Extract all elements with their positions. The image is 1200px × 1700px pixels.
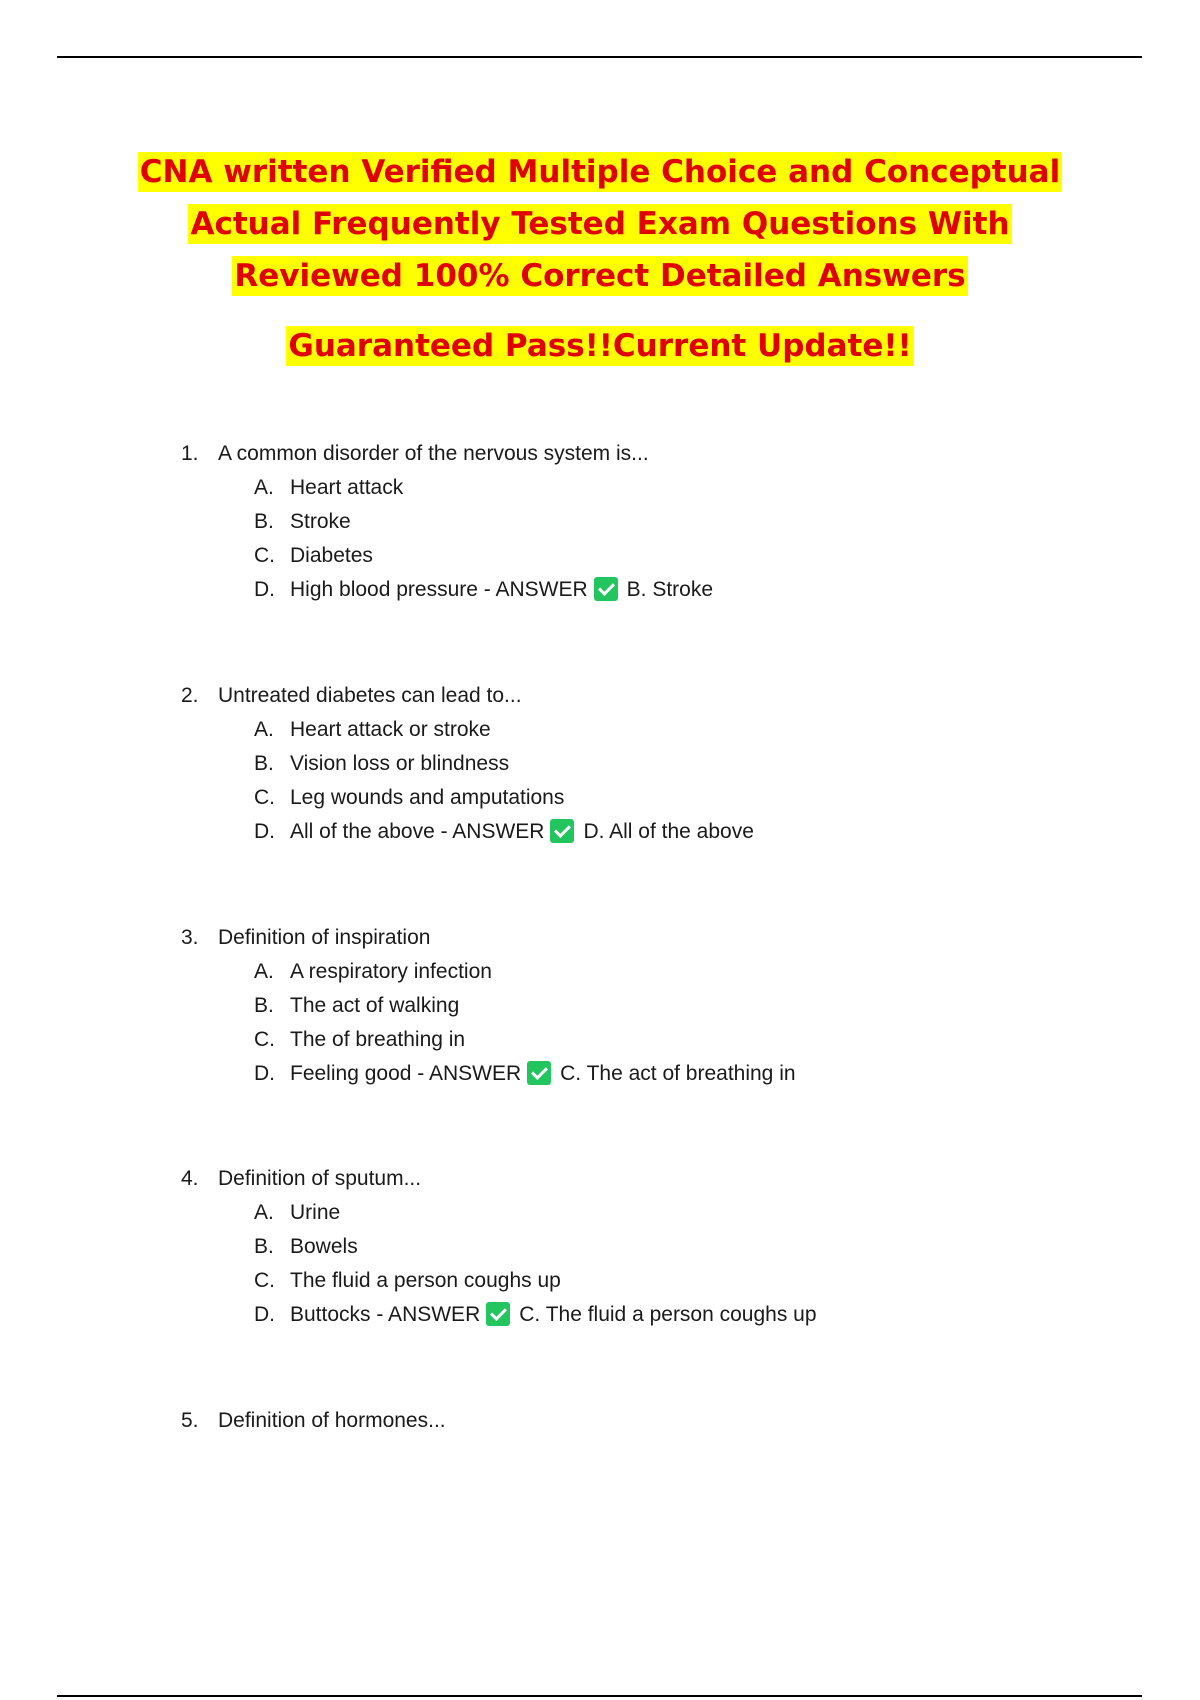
question-text: 1. A common disorder of the nervous system is... — [181, 437, 1081, 471]
answer-prefix: - ANSWER — [440, 820, 545, 843]
option-c: C. Diabetes — [254, 544, 373, 567]
check-mark-icon — [486, 1302, 510, 1326]
question-number: 4. — [181, 1167, 199, 1190]
question-text: 2. Untreated diabetes can lead to... — [181, 679, 1081, 713]
check-mark-icon — [594, 577, 618, 601]
bottom-rule — [57, 1695, 1142, 1697]
answer-text: B. Stroke — [626, 578, 714, 601]
title-line: Guaranteed Pass!!Current Update!! — [288, 328, 912, 364]
option-a: A. Heart attack — [254, 476, 404, 499]
option-b: B. The act of walking — [254, 994, 460, 1017]
option-b: B. Bowels — [254, 1235, 358, 1258]
document-title — [100, 146, 1100, 372]
question-4 — [181, 1162, 1081, 1404]
question-text: 4. Definition of sputum... — [181, 1162, 1081, 1196]
option-d-with-answer: D. Feeling good - ANSWER C. The act of breathing in — [254, 1062, 796, 1085]
question-number: 3. — [181, 926, 199, 949]
question-2 — [181, 679, 1081, 921]
title-line: Actual Frequently Tested Exam Questions With — [190, 206, 1010, 242]
option-d-with-answer: D. High blood pressure - ANSWER B. Stroke — [254, 578, 714, 601]
title-line: Reviewed 100% Correct Detailed Answers — [234, 258, 966, 294]
option-d-with-answer: D. Buttocks - ANSWER C. The fluid a person coughs up — [254, 1303, 817, 1326]
question-3 — [181, 921, 1081, 1162]
option-a: A. A respiratory infection — [254, 960, 492, 983]
top-rule — [57, 56, 1142, 58]
title-line: CNA written Verified Multiple Choice and Conceptual — [139, 154, 1061, 190]
answer-prefix: - ANSWER — [376, 1303, 481, 1326]
question-5 — [181, 1404, 1081, 1646]
answer-prefix: - ANSWER — [417, 1062, 522, 1085]
option-c: C. Leg wounds and amputations — [254, 786, 565, 809]
option-b: B. Vision loss or blindness — [254, 752, 510, 775]
question-number: 5. — [181, 1409, 199, 1432]
question-number: 2. — [181, 684, 199, 707]
question-text: 5. Definition of hormones... — [181, 1404, 1081, 1438]
option-b: B. Stroke — [254, 510, 351, 533]
question-1 — [181, 437, 1081, 679]
check-mark-icon — [550, 819, 574, 843]
answer-text: D. All of the above — [583, 820, 754, 843]
option-d-with-answer: D. All of the above - ANSWER D. All of the above — [254, 820, 754, 843]
option-c: C. The fluid a person coughs up — [254, 1269, 561, 1292]
option-c: C. The of breathing in — [254, 1028, 466, 1051]
answer-prefix: - ANSWER — [483, 578, 588, 601]
option-a: A. Urine — [254, 1201, 341, 1224]
question-list — [181, 437, 1081, 1646]
question-text: 3. Definition of inspiration — [181, 921, 1081, 955]
option-a: A. Heart attack or stroke — [254, 718, 491, 741]
answer-text: C. The act of breathing in — [560, 1062, 796, 1085]
question-number: 1. — [181, 442, 199, 465]
check-mark-icon — [527, 1061, 551, 1085]
answer-text: C. The fluid a person coughs up — [519, 1303, 817, 1326]
